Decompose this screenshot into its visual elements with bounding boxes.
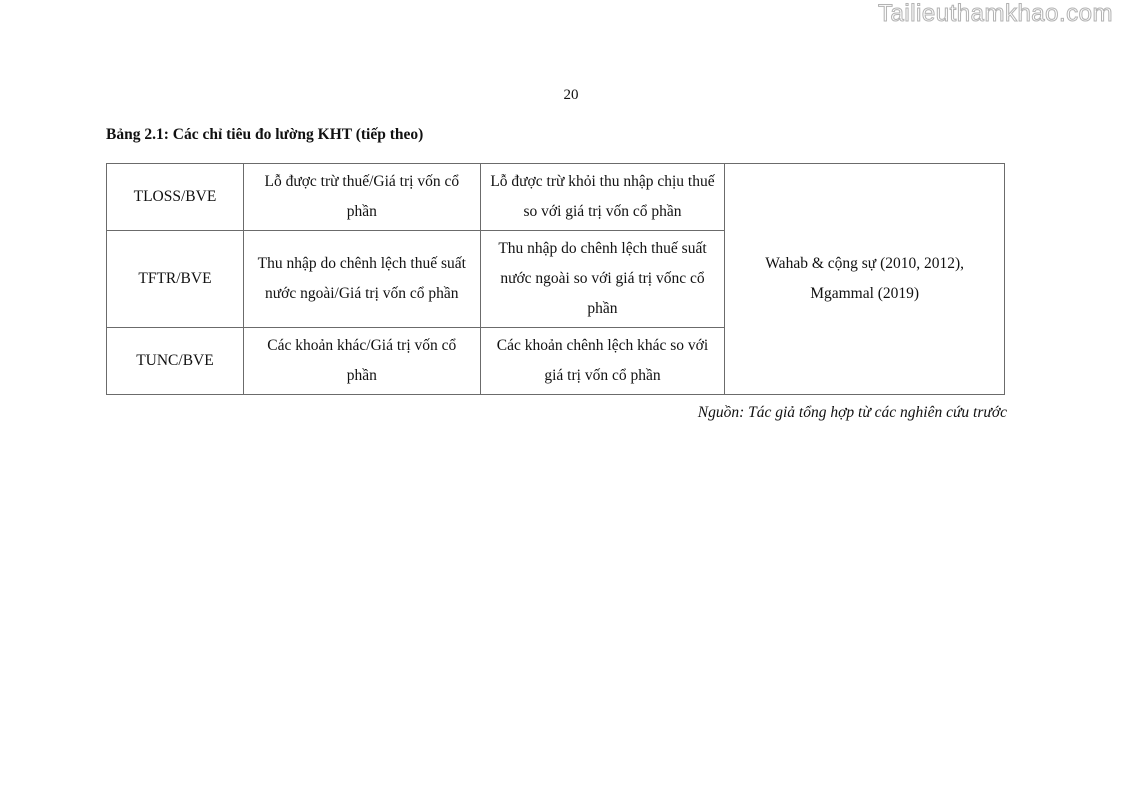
indicator-formula-cell: Thu nhập do chênh lệch thuế suất nước ngoài/Giá trị vốn cổ phần — [243, 231, 480, 328]
indicator-code-cell: TFTR/BVE — [107, 231, 244, 328]
table-row — [107, 164, 1005, 231]
table-caption: Bảng 2.1: Các chỉ tiêu đo lường KHT (tiếp theo) — [106, 126, 424, 143]
indicator-formula-cell: Các khoản khác/Giá trị vốn cổ phần — [243, 328, 480, 395]
indicator-code-cell: TLOSS/BVE — [107, 164, 244, 231]
source-note: Nguồn: Tác giả tổng hợp từ các nghiên cứu trước — [697, 404, 1007, 421]
indicator-formula-cell: Lỗ được trừ thuế/Giá trị vốn cổ phần — [243, 164, 480, 231]
indicator-table — [106, 163, 1005, 395]
reference-cell: Wahab & cộng sự (2010, 2012), Mgammal (2019) — [725, 164, 1005, 395]
watermark-logo: Tailieuthamkhao.com — [878, 0, 1113, 27]
page-number: 20 — [563, 87, 579, 103]
indicator-description-cell: Các khoản chênh lệch khác so với giá trị vốn cổ phần — [480, 328, 725, 395]
indicator-code-cell: TUNC/BVE — [107, 328, 244, 395]
indicator-description-cell: Thu nhập do chênh lệch thuế suất nước ngoài so với giá trị vốnc cổ phần — [480, 231, 725, 328]
indicator-description-cell: Lỗ được trừ khỏi thu nhập chịu thuế so với giá trị vốn cổ phần — [480, 164, 725, 231]
